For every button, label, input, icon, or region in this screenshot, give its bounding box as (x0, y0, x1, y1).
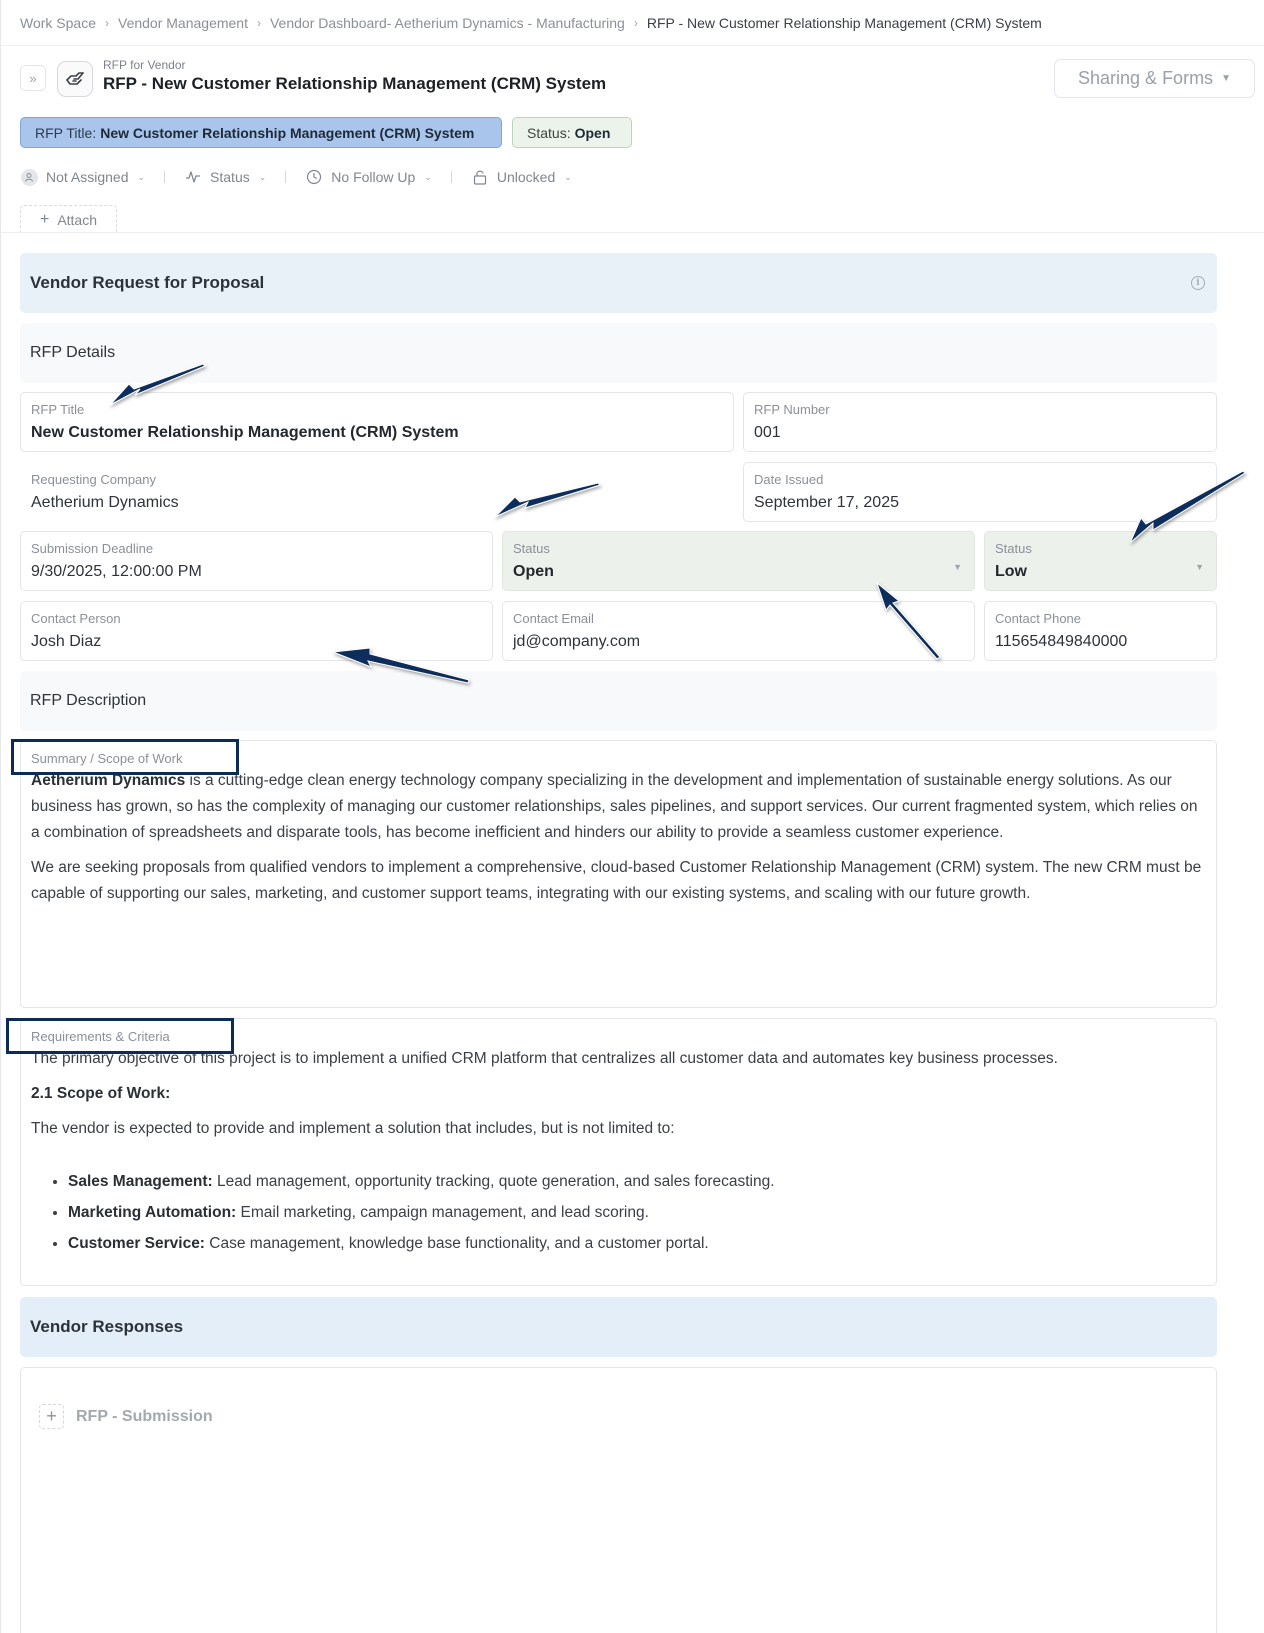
section-title: Vendor Responses (30, 1317, 184, 1336)
field-value: 001 (754, 424, 781, 441)
company-name: Aetherium Dynamics (31, 772, 186, 789)
field-value: Josh Diaz (31, 633, 102, 650)
vendor-responses-panel (20, 1367, 1217, 1633)
assignee-dropdown[interactable] (20, 168, 145, 186)
requirements-criteria-field[interactable] (20, 1018, 1217, 1286)
divider (0, 45, 1264, 46)
chip-key: Status: (527, 124, 571, 141)
chevron-down-icon: ⌄ (137, 171, 146, 182)
summary-paragraph (31, 768, 1206, 846)
breadcrumb-workspace[interactable]: Work Space (20, 15, 96, 31)
page-title: RFP - New Customer Relationship Management (CRM) System (103, 74, 607, 93)
field-value: Aetherium Dynamics (31, 494, 179, 511)
contact-email-field[interactable] (502, 601, 975, 661)
summary-paragraph: We are seeking proposals from qualified vendors to implement a comprehensive, cloud-based Customer Relationship Management (CRM) system. The new CRM must be capable of supporting our sales, marketing, and customer support teams, integrating with our existing systems, and scaling with our future growth. (31, 859, 1202, 902)
date-issued-field[interactable] (743, 462, 1217, 522)
info-icon[interactable]: i (1191, 276, 1205, 290)
status-dropdown[interactable] (184, 168, 266, 186)
breadcrumb-chevron-icon: › (633, 16, 638, 30)
subsection-title: RFP Description (30, 692, 147, 709)
caret-down-icon: ▼ (1221, 73, 1231, 84)
caret-down-icon: ▼ (953, 562, 962, 572)
priority-status-select[interactable] (984, 531, 1217, 591)
section-vendor-responses[interactable] (20, 1297, 1217, 1357)
follow-up-dropdown[interactable] (305, 168, 432, 186)
follow-up-label: No Follow Up (331, 169, 416, 185)
breadcrumb (20, 12, 1042, 34)
field-label: Status (513, 541, 550, 556)
requesting-company-field (20, 462, 734, 522)
list-item-title: Marketing Automation: (68, 1204, 237, 1221)
field-value: Low (995, 563, 1027, 580)
user-avatar-icon (21, 169, 38, 186)
contact-person-field[interactable] (20, 601, 493, 661)
list-item-title: Customer Service: (68, 1235, 205, 1252)
field-label: Contact Phone (995, 611, 1082, 626)
add-submission-label: RFP - Submission (76, 1407, 213, 1425)
add-rfp-submission-button[interactable] (39, 1404, 213, 1429)
field-value: jd@company.com (513, 633, 641, 650)
lock-label: Unlocked (496, 169, 556, 185)
annotation-highlight-box (11, 739, 239, 775)
chip-value: Open (574, 124, 611, 141)
breadcrumb-chevron-icon: › (105, 16, 109, 30)
plus-icon: + (39, 210, 50, 228)
list-item (68, 1197, 1206, 1228)
chevron-down-icon: ⌄ (564, 171, 572, 182)
sharing-forms-label: Sharing & Forms (1078, 68, 1214, 88)
field-label: RFP Number (754, 402, 830, 417)
section-title: Vendor Request for Proposal (30, 273, 265, 292)
breadcrumb-vendor-management[interactable]: Vendor Management (118, 15, 248, 31)
caret-down-icon: ▼ (1195, 562, 1204, 572)
breadcrumb-chevron-icon: › (256, 16, 261, 30)
requirements-list (31, 1166, 1206, 1259)
expand-sidebar-button[interactable] (20, 65, 46, 91)
divider (285, 171, 286, 183)
field-value: 115654849840000 (995, 633, 1128, 650)
field-label: Requesting Company (31, 472, 157, 487)
status-select[interactable] (502, 531, 975, 591)
divider (0, 232, 1264, 233)
field-label: Contact Person (31, 611, 121, 626)
chevron-down-icon: ⌄ (258, 171, 267, 182)
rfp-title-chip[interactable] (20, 117, 502, 148)
list-item-title: Sales Management: (68, 1173, 213, 1190)
field-label: Requirements & Criteria (31, 1029, 170, 1044)
chevron-down-icon: ⌄ (424, 171, 432, 182)
page-left-border (0, 0, 1, 1633)
field-label: RFP Title (31, 402, 85, 417)
submission-deadline-field[interactable] (20, 531, 493, 591)
rfp-number-field[interactable] (743, 392, 1217, 452)
handshake-icon (65, 71, 85, 87)
subsection-title: RFP Details (30, 344, 116, 361)
list-item-text: Lead management, opportunity tracking, quote generation, and sales forecasting. (212, 1173, 775, 1190)
list-item-text: Case management, knowledge base functionality, and a customer portal. (204, 1235, 709, 1252)
clock-icon (306, 169, 322, 185)
breadcrumb-vendor-dashboard[interactable]: Vendor Dashboard- Aetherium Dynamics - Manufacturing (269, 15, 625, 31)
field-value: 9/30/2025, 12:00:00 PM (31, 563, 202, 580)
summary-text: is a cutting-edge clean energy technology company specializing in the development and implementation of sustainable energy solutions. As our business has grown, so has the complexity of managing our customer relationships, sales pipelines, and support services. Our current fragmented system, which relies on a combination of spreadsheets and disparate tools, has become inefficient and hinders our ability to provide a seamless customer experience. (31, 772, 1198, 841)
breadcrumb-current: RFP - New Customer Relationship Management (CRM) System (646, 15, 1042, 31)
attach-button[interactable] (20, 205, 117, 233)
chip-key: RFP Title: (35, 124, 97, 141)
record-type-label: RFP for Vendor (103, 58, 186, 72)
list-item-text: Email marketing, campaign management, and lead scoring. (236, 1204, 649, 1221)
unlock-icon (473, 169, 487, 185)
summary-scope-field[interactable] (20, 740, 1217, 1008)
chip-value: New Customer Relationship Management (CRM) System (100, 124, 475, 141)
field-label: Contact Email (513, 611, 594, 626)
divider (451, 171, 452, 183)
double-chevron-right-icon: » (29, 70, 37, 86)
requirements-paragraph: The vendor is expected to provide and implement a solution that includes, but is not limited to: (31, 1120, 675, 1137)
field-label: Submission Deadline (31, 541, 154, 556)
field-label: Summary / Scope of Work (31, 751, 183, 766)
record-meta-row (20, 166, 572, 188)
status-label: Status (210, 169, 250, 185)
field-value: Open (513, 563, 554, 580)
annotation-highlight-box (6, 1018, 234, 1054)
subsection-rfp-details (20, 323, 1217, 383)
contact-phone-field[interactable] (984, 601, 1217, 661)
lock-dropdown[interactable] (471, 168, 572, 186)
list-item (68, 1166, 1206, 1197)
plus-icon: + (39, 1404, 64, 1429)
field-label: Status (995, 541, 1032, 556)
field-label: Date Issued (754, 472, 824, 487)
requirements-heading: 2.1 Scope of Work: (31, 1085, 171, 1102)
field-value: September 17, 2025 (754, 494, 899, 511)
divider (164, 171, 165, 183)
list-item (68, 1228, 1206, 1259)
activity-icon (185, 170, 201, 184)
section-vendor-rfp[interactable] (20, 253, 1217, 313)
field-value: New Customer Relationship Management (CRM) System (31, 424, 459, 441)
status-chip[interactable] (512, 117, 632, 148)
requirements-paragraph: The primary objective of this project is to implement a unified CRM platform that centralizes all customer data and automates key business processes. (31, 1050, 1058, 1067)
sharing-forms-button[interactable] (1054, 59, 1255, 98)
assignee-label: Not Assigned (46, 169, 129, 185)
record-type-badge (57, 61, 93, 97)
rfp-title-field[interactable] (20, 392, 734, 452)
subsection-rfp-description (20, 671, 1217, 731)
attach-label: Attach (57, 211, 98, 228)
